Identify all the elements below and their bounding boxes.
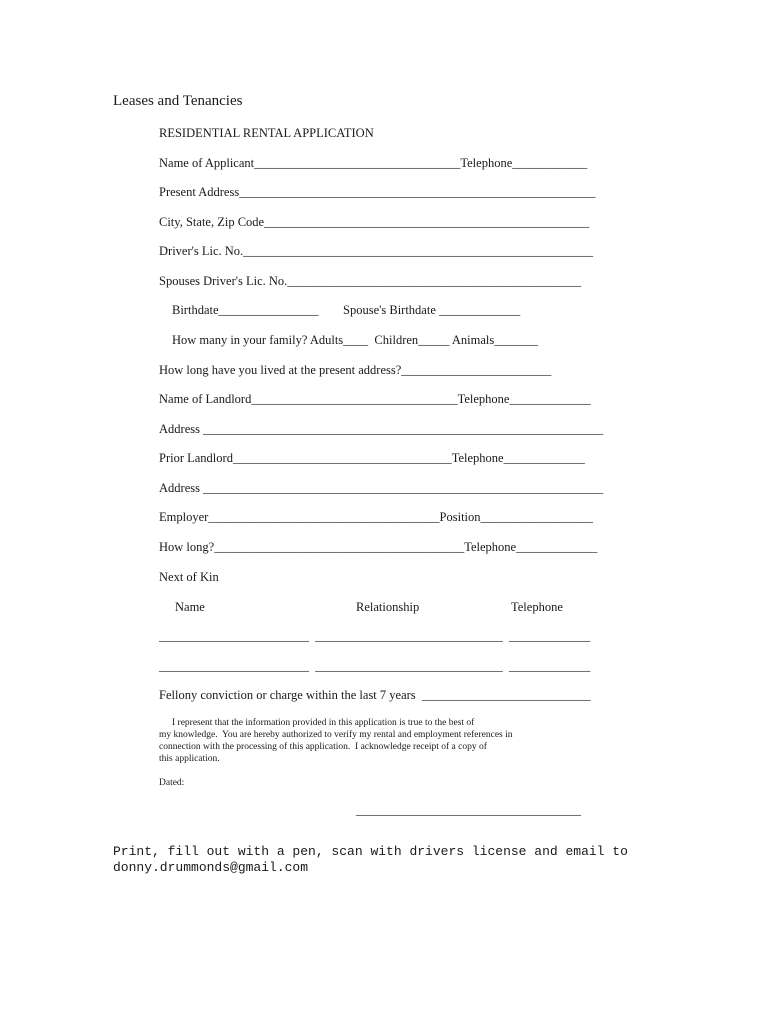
statement-line: connection with the processing of this application. I acknowledge receipt of a copy of: [159, 742, 487, 752]
statement-line: my knowledge. You are hereby authorized to verify my rental and employment references in: [159, 730, 513, 740]
prior-landlord-field: Prior Landlord___________________________________Telephone_____________: [159, 451, 585, 465]
form-title: RESIDENTIAL RENTAL APPLICATION: [159, 126, 374, 140]
prior-landlord-address-field: Address ________________________________________________________________: [159, 481, 604, 495]
kin-relationship-header: Relationship: [356, 600, 420, 614]
footer-email: donny.drummonds@gmail.com: [113, 860, 309, 875]
present-address-field: Present Address_________________________________________________________: [159, 185, 596, 199]
dated-label: Dated:: [159, 778, 185, 788]
kin-telephone-header: Telephone: [511, 600, 563, 614]
residence-duration-field: How long have you lived at the present address?________________________: [159, 363, 552, 377]
drivers-license-field: Driver's Lic. No.________________________________________________________: [159, 244, 594, 258]
kin-row-1: ________________________ ______________________________ _____________: [159, 629, 591, 643]
statement-line: this application.: [159, 754, 220, 764]
section-heading: Leases and Tenancies: [113, 93, 243, 109]
footer-instruction: Print, fill out with a pen, scan with drivers license and email to: [113, 844, 628, 859]
spouse-license-field: Spouses Driver's Lic. No._______________________________________________: [159, 274, 582, 288]
kin-row-2: ________________________ ______________________________ _____________: [159, 659, 591, 673]
birthdate-field: Birthdate________________: [172, 303, 319, 317]
landlord-field: Name of Landlord_________________________________Telephone_____________: [159, 392, 591, 406]
signature-line: ____________________________________: [356, 803, 581, 817]
employer-field: Employer_____________________________________Position__________________: [159, 510, 594, 524]
family-size-field: How many in your family? Adults____ Children_____ Animals_______: [172, 333, 538, 347]
landlord-address-field: Address ________________________________________________________________: [159, 422, 604, 436]
spouse-birthdate-field: Spouse's Birthdate _____________: [343, 303, 521, 317]
city-state-zip-field: City, State, Zip Code____________________________________________________: [159, 215, 590, 229]
felony-field: Fellony conviction or charge within the last 7 years ___________________________: [159, 688, 591, 702]
kin-name-header: Name: [175, 600, 205, 614]
applicant-field: Name of Applicant_________________________________Telephone____________: [159, 156, 588, 170]
statement-line: I represent that the information provided in this application is true to the best of: [172, 718, 475, 728]
next-of-kin-label: Next of Kin: [159, 570, 219, 584]
employment-duration-field: How long?________________________________________Telephone_____________: [159, 540, 598, 554]
